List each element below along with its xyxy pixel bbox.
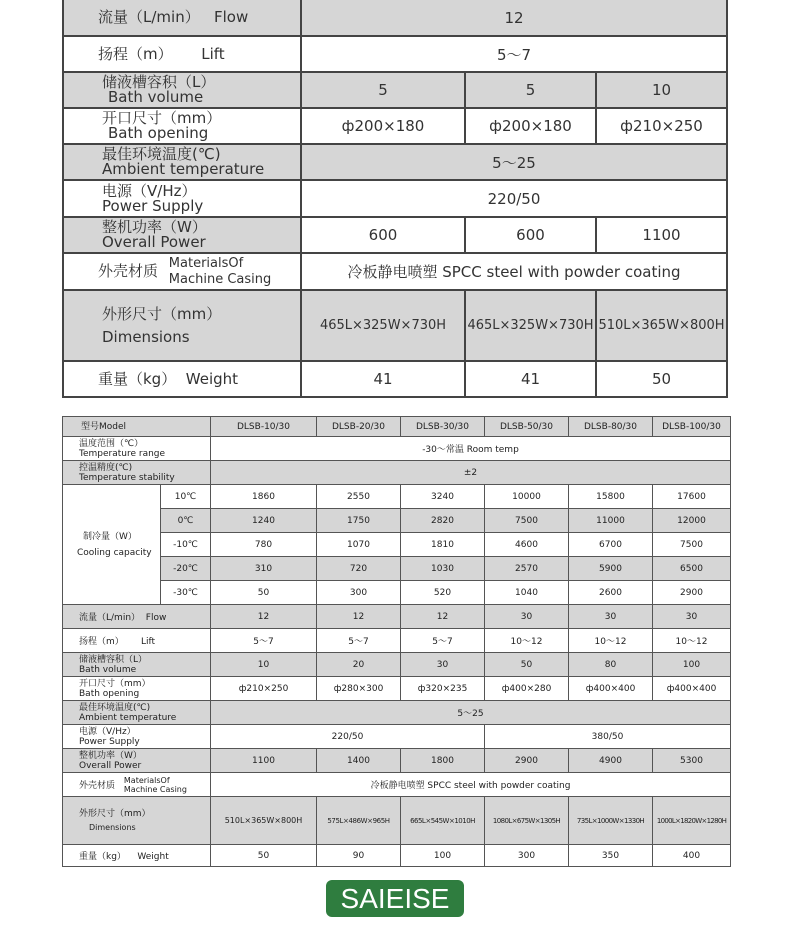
row-cooling-m10 xyxy=(63,533,731,557)
label-zh: 最佳环境温度(℃) xyxy=(102,145,221,163)
cell: 1040 xyxy=(485,581,569,605)
label-en: Weight xyxy=(137,852,169,862)
row-power-supply xyxy=(63,180,727,217)
value-casing: 冷板静电喷塑 SPCC steel with powder coating xyxy=(211,773,731,797)
label-zh: 开口尺寸（mm） xyxy=(79,678,151,689)
label-weight xyxy=(63,361,301,397)
row-overall-power xyxy=(63,749,731,773)
cell: 1860 xyxy=(211,485,317,509)
cell: ф280×300 xyxy=(317,677,401,701)
cell: 5～7 xyxy=(211,629,317,653)
cell: 7500 xyxy=(485,509,569,533)
cell: 1070 xyxy=(317,533,401,557)
row-ambient xyxy=(63,144,727,180)
label-zh: 整机功率（W） xyxy=(79,750,142,761)
row-casing xyxy=(63,773,731,797)
cell: 1080L×675W×1305H xyxy=(485,797,569,845)
label-en: Weight xyxy=(185,369,239,388)
label-zh: 开口尺寸（mm） xyxy=(102,109,222,127)
cell: 310 xyxy=(211,557,317,581)
cell: 30 xyxy=(485,605,569,629)
label-zh: 扬程（m） xyxy=(98,44,173,63)
label-en: Power Supply xyxy=(79,736,140,747)
cell: 2900 xyxy=(653,581,731,605)
row-ambient xyxy=(63,701,731,725)
label-zh: 储液槽容积（L） xyxy=(79,654,148,665)
cell: 30 xyxy=(653,605,731,629)
label-en: Flow xyxy=(145,613,167,623)
model-header: DLSB-80/30 xyxy=(569,417,653,437)
cell: 1240 xyxy=(211,509,317,533)
row-bath xyxy=(63,653,731,677)
row-dimensions xyxy=(63,797,731,845)
brand-logo: SAIEISE xyxy=(326,880,464,917)
label-en: Overall Power xyxy=(79,760,142,771)
label-overall-power xyxy=(63,749,211,773)
label-en: Flow xyxy=(214,8,249,26)
cell: 41 xyxy=(465,361,596,397)
cell: 6500 xyxy=(653,557,731,581)
label-power-supply xyxy=(63,725,211,749)
label-en-line: MaterialsOf xyxy=(168,255,244,271)
cell: 780 xyxy=(211,533,317,557)
label-zh: 温度范围（℃） xyxy=(79,438,144,449)
cell: ф200×180 xyxy=(465,108,596,144)
temp-cell: -30℃ xyxy=(161,581,211,605)
label-cooling xyxy=(63,485,161,605)
label-weight xyxy=(63,845,211,867)
cell: 3240 xyxy=(401,485,485,509)
cell: 50 xyxy=(596,361,727,397)
label-model: 型号Model xyxy=(63,417,211,437)
label-en xyxy=(163,256,271,288)
row-overall-power xyxy=(63,217,727,253)
cell: ф210×250 xyxy=(211,677,317,701)
temp-cell: 10℃ xyxy=(161,485,211,509)
cell: 510L×365W×800H xyxy=(211,797,317,845)
value-ambient: 5～25 xyxy=(211,701,731,725)
cell: 300 xyxy=(317,581,401,605)
label-en: Overall Power xyxy=(102,233,206,251)
model-header: DLSB-10/30 xyxy=(211,417,317,437)
value-power-supply-1: 220/50 xyxy=(211,725,485,749)
cell: ф210×250 xyxy=(596,108,727,144)
value-stability: ±2 xyxy=(211,461,731,485)
row-lift xyxy=(63,36,727,72)
cell: 2570 xyxy=(485,557,569,581)
row-opening xyxy=(63,677,731,701)
cell: 1000L×1820W×1280H xyxy=(653,797,731,845)
cell: 720 xyxy=(317,557,401,581)
cell: 2820 xyxy=(401,509,485,533)
label-en: Ambient temperature xyxy=(79,712,177,723)
cell: 2900 xyxy=(485,749,569,773)
cell: 11000 xyxy=(569,509,653,533)
label-dimensions xyxy=(63,797,211,845)
label-en: Ambient temperature xyxy=(102,160,265,178)
cell: 1100 xyxy=(211,749,317,773)
cell: 10 xyxy=(211,653,317,677)
label-en: Lift xyxy=(201,44,225,63)
cell: 10～12 xyxy=(485,629,569,653)
label-casing xyxy=(63,773,211,797)
row-model xyxy=(63,417,731,437)
row-bath xyxy=(63,72,727,108)
cell: ф400×400 xyxy=(569,677,653,701)
label-lift xyxy=(63,36,301,72)
label-en-line: Machine Casing xyxy=(123,784,187,794)
row-flow xyxy=(63,0,727,36)
label-en: Dimensions xyxy=(102,327,190,346)
label-en: Lift xyxy=(140,637,156,647)
value-casing: 冷板静电喷塑 SPCC steel with powder coating xyxy=(301,253,727,290)
cell: 50 xyxy=(211,581,317,605)
cell: 12 xyxy=(317,605,401,629)
cell: 4600 xyxy=(485,533,569,557)
cell: 5～7 xyxy=(401,629,485,653)
spec-table-models xyxy=(62,416,731,867)
cell: 5 xyxy=(301,72,465,108)
cell: ф320×235 xyxy=(401,677,485,701)
label-zh: 重量（kg） xyxy=(98,369,177,388)
spec-table-small-models xyxy=(62,0,728,398)
value-temp-range: -30～常温 Room temp xyxy=(211,437,731,461)
cell: 80 xyxy=(569,653,653,677)
label-en: Bath opening xyxy=(108,124,209,142)
row-cooling-m20 xyxy=(63,557,731,581)
cell: 7500 xyxy=(653,533,731,557)
cell: 6700 xyxy=(569,533,653,557)
cell: 5 xyxy=(465,72,596,108)
cell: 1100 xyxy=(596,217,727,253)
label-en: Bath opening xyxy=(79,688,140,699)
cell: ф400×280 xyxy=(485,677,569,701)
cell: 510L×365W×800H xyxy=(596,290,727,361)
label-bath xyxy=(63,72,301,108)
cell: 100 xyxy=(653,653,731,677)
row-opening xyxy=(63,108,727,144)
label-flow xyxy=(63,0,301,36)
value-lift: 5～7 xyxy=(301,36,727,72)
cell: 735L×1000W×1330H xyxy=(569,797,653,845)
cell: 300 xyxy=(485,845,569,867)
label-zh: 最佳环境温度(℃) xyxy=(79,702,151,713)
label-zh: 电源（V/Hz） xyxy=(102,181,197,200)
cell: 12 xyxy=(211,605,317,629)
label-en: Bath volume xyxy=(108,88,204,106)
model-header: DLSB-100/30 xyxy=(653,417,731,437)
label-zh: 外形尺寸（mm） xyxy=(79,808,151,819)
cell: 10～12 xyxy=(653,629,731,653)
label-casing xyxy=(63,253,301,290)
row-cooling-10 xyxy=(63,485,731,509)
label-zh: 储液槽容积（L） xyxy=(102,73,216,91)
cell: 1030 xyxy=(401,557,485,581)
label-overall-power xyxy=(63,217,301,253)
label-zh: 制冷量（W） xyxy=(83,531,137,542)
label-zh: 控温精度(℃) xyxy=(79,462,133,473)
cell: 15800 xyxy=(569,485,653,509)
cell: 1800 xyxy=(401,749,485,773)
label-en: Temperature stability xyxy=(79,472,175,483)
cell: 575L×486W×965H xyxy=(317,797,401,845)
row-power-supply xyxy=(63,725,731,749)
cell: ф400×400 xyxy=(653,677,731,701)
row-temp-range xyxy=(63,437,731,461)
label-zh: 外形尺寸（mm） xyxy=(102,304,222,323)
cell: 50 xyxy=(211,845,317,867)
label-zh: 流量（L/min） xyxy=(79,613,141,623)
temp-cell: -20℃ xyxy=(161,557,211,581)
label-opening xyxy=(63,677,211,701)
row-casing xyxy=(63,253,727,290)
cell: 10 xyxy=(596,72,727,108)
label-zh: 整机功率（W） xyxy=(102,218,207,236)
cell: 520 xyxy=(401,581,485,605)
row-cooling-0 xyxy=(63,509,731,533)
label-lift xyxy=(63,629,211,653)
cell: 600 xyxy=(465,217,596,253)
cell: 1810 xyxy=(401,533,485,557)
cell: 41 xyxy=(301,361,465,397)
cell: 5300 xyxy=(653,749,731,773)
model-header: DLSB-50/30 xyxy=(485,417,569,437)
cell: 17600 xyxy=(653,485,731,509)
label-zh: 电源（V/Hz） xyxy=(79,726,136,737)
cell: 30 xyxy=(401,653,485,677)
cell: 12000 xyxy=(653,509,731,533)
model-header: DLSB-20/30 xyxy=(317,417,401,437)
value-flow: 12 xyxy=(301,0,727,36)
label-zh: 流量（L/min） xyxy=(98,8,200,26)
cell: 5～7 xyxy=(317,629,401,653)
cell: 600 xyxy=(301,217,465,253)
label-zh: 扬程（m） xyxy=(79,637,124,647)
label-flow xyxy=(63,605,211,629)
label-ambient xyxy=(63,144,301,180)
model-header: DLSB-30/30 xyxy=(401,417,485,437)
cell: 100 xyxy=(401,845,485,867)
cell: 90 xyxy=(317,845,401,867)
cell: 1750 xyxy=(317,509,401,533)
cell: ф200×180 xyxy=(301,108,465,144)
row-weight xyxy=(63,845,731,867)
cell: 12 xyxy=(401,605,485,629)
label-zh: 重量（kg） xyxy=(79,852,126,862)
cell: 350 xyxy=(569,845,653,867)
value-ambient: 5～25 xyxy=(301,144,727,180)
cell: 665L×545W×1010H xyxy=(401,797,485,845)
cell: 10～12 xyxy=(569,629,653,653)
label-en: Bath volume xyxy=(79,664,137,675)
row-lift xyxy=(63,629,731,653)
row-weight xyxy=(63,361,727,397)
label-zh: 外壳材质 xyxy=(98,262,159,280)
label-dimensions xyxy=(63,290,301,361)
cell: 4900 xyxy=(569,749,653,773)
label-stability xyxy=(63,461,211,485)
cell: 30 xyxy=(569,605,653,629)
label-en-line: MaterialsOf xyxy=(123,775,170,785)
cell: 400 xyxy=(653,845,731,867)
temp-cell: 0℃ xyxy=(161,509,211,533)
value-power-supply: 220/50 xyxy=(301,180,727,217)
cell: 465L×325W×730H xyxy=(465,290,596,361)
cell: 465L×325W×730H xyxy=(301,290,465,361)
label-power-supply xyxy=(63,180,301,217)
cell: 2600 xyxy=(569,581,653,605)
label-temp-range xyxy=(63,437,211,461)
row-stability xyxy=(63,461,731,485)
label-ambient xyxy=(63,701,211,725)
label-en: Cooling capacity xyxy=(77,547,152,558)
cell: 10000 xyxy=(485,485,569,509)
label-en: Power Supply xyxy=(102,196,204,215)
label-en: Temperature range xyxy=(79,448,166,459)
temp-cell: -10℃ xyxy=(161,533,211,557)
label-opening xyxy=(63,108,301,144)
row-cooling-m30 xyxy=(63,581,731,605)
label-zh: 外壳材质 xyxy=(79,781,116,791)
cell: 2550 xyxy=(317,485,401,509)
row-flow xyxy=(63,605,731,629)
label-bath xyxy=(63,653,211,677)
cell: 1400 xyxy=(317,749,401,773)
label-en xyxy=(118,776,187,794)
value-power-supply-2: 380/50 xyxy=(485,725,731,749)
label-en: Dimensions xyxy=(89,822,136,832)
row-dimensions xyxy=(63,290,727,361)
cell: 5900 xyxy=(569,557,653,581)
cell: 50 xyxy=(485,653,569,677)
cell: 20 xyxy=(317,653,401,677)
label-en-line: Machine Casing xyxy=(168,271,272,287)
